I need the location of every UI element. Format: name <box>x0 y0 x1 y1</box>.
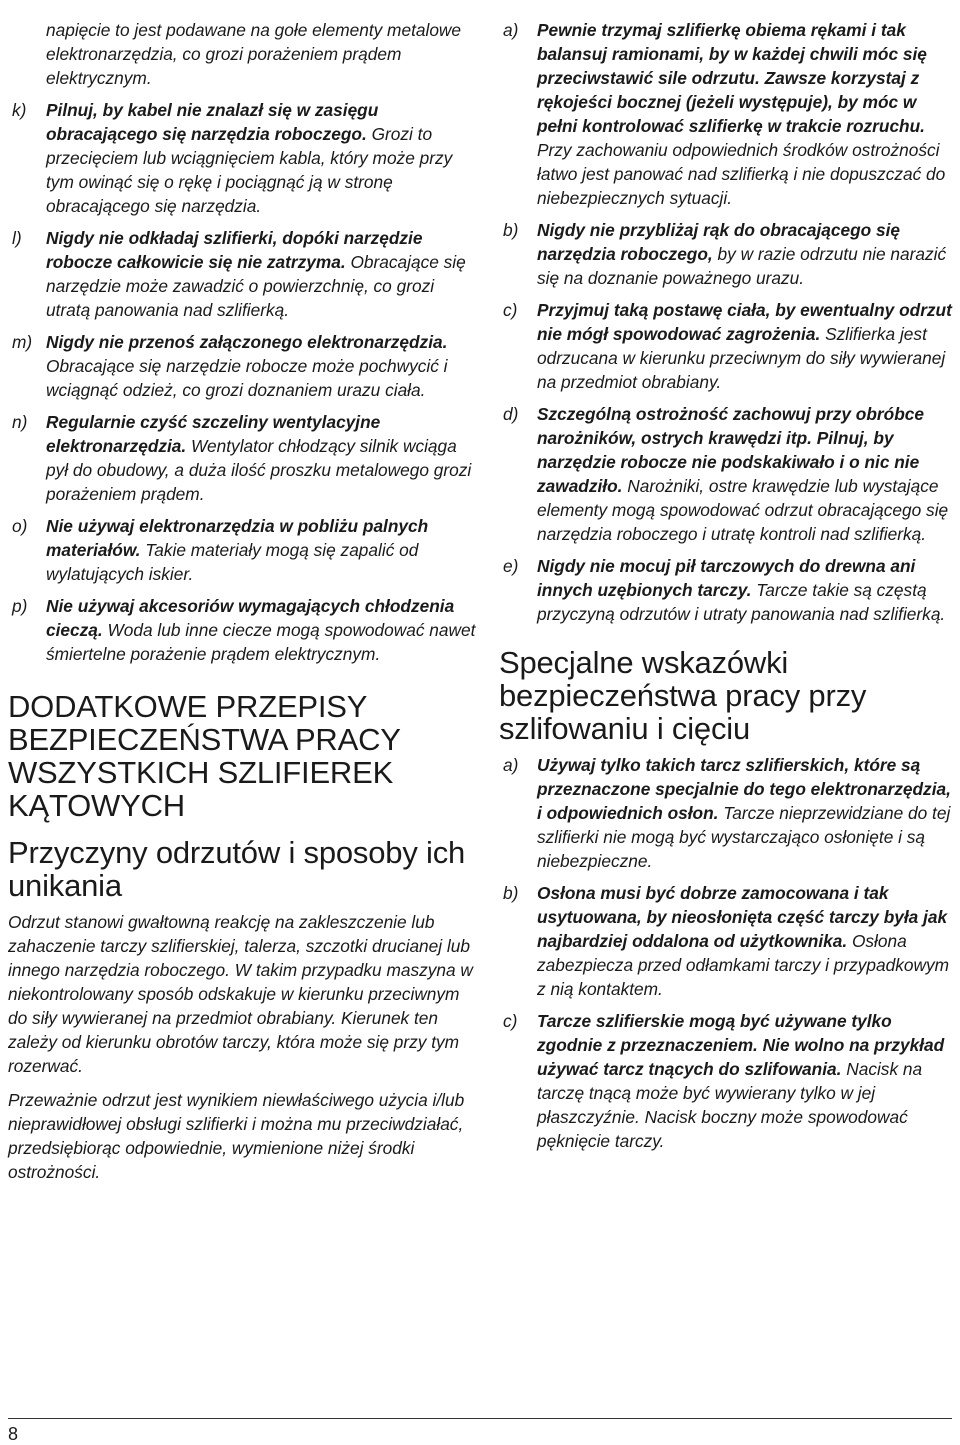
item-text: Tarcze nieprzewidziane do tej szlifierki nie mogą być wystarczająco osłonięte i są niebezpieczne. <box>537 803 951 871</box>
paragraph: Odrzut stanowi gwałtowną reakcję na zakleszczenie lub zahaczenie tarczy szlifierskiej, talerza, szczotki drucianej lub innego narzędzia roboczego. W takim przypadku maszyna w niekontrolowany sposób odskakuje w kierunku przeciwnym do siły wywieranej na przedmiot obrabiany. Kierunek ten zależy od kierunku obrotów tarczy, która może się przy tym rozerwać. <box>8 912 473 1076</box>
item-text: Przy zachowaniu odpowiednich środków ostrożności łatwo jest panować nad szlifierką i nie dopuszczać do niebezpiecznych sytuacji. <box>537 140 946 208</box>
safety-item-b <box>499 218 959 290</box>
safety-item-m <box>8 330 478 402</box>
left-column <box>8 18 478 1194</box>
item-text: Wentylator chłodzący silnik wciąga pył do obudowy, a duża ilość proszku metalowego grozi porażeniem prądem. <box>46 436 472 504</box>
subsection-heading: Przyczyny odrzutów i sposoby ich unikania <box>8 835 466 903</box>
item-bold: Nigdy nie mocuj pił tarczowych do drewna ani innych uzębionych tarczy. <box>537 556 916 600</box>
item-text: Narożniki, ostre krawędzie lub wystające elementy mogą spowodować odrzut obracającego się narzędzia roboczego i utratę kontroli nad szlifierką. <box>537 476 949 544</box>
item-bold: Pewnie trzymaj szlifierkę obiema rękami i tak balansuj ramionami, by w każdej chwili móc się przeciwstawić sile odrzutu. Zawsze korzystaj z rękojeści bocznej (jeżeli występuje), by móc w pełni kontrolować szlifierkę w trakcie rozruchu. <box>537 20 927 136</box>
item-bold: Nigdy nie odkładaj szlifierki, dopóki narzędzie robocze całkowicie się nie zatrzyma. <box>46 228 423 272</box>
safety-item-a <box>499 18 959 210</box>
page-number: 8 <box>8 1424 19 1444</box>
right-column <box>499 18 959 1161</box>
item-label: c) <box>503 300 518 320</box>
item-text: Woda lub inne ciecze mogą spowodować nawet śmiertelne porażenie prądem elektrycznym. <box>46 620 476 664</box>
continued-text: napięcie to jest podawane na gołe elementy metalowe elektronarzędzia, co grozi porażeniem prądem elektrycznym. <box>46 20 462 88</box>
item-label: e) <box>503 556 519 576</box>
item-text: Obracające się narzędzie robocze może pochwycić i wciągnąć odzież, co grozi doznaniem urazu ciała. <box>46 356 448 400</box>
item-label: a) <box>503 755 519 775</box>
item-text: by w razie odrzutu nie narazić się na doznanie poważnego urazu. <box>537 244 947 288</box>
item-label: n) <box>12 412 28 432</box>
item-label: m) <box>12 332 33 352</box>
item-bold: Tarcze szlifierskie mogą być używane tylko zgodnie z przeznaczeniem. Nie wolno na przykład używać tarcz tnących do szlifowania. <box>537 1011 945 1079</box>
item-bold: Nie używaj akcesoriów wymagających chłodzenia cieczą. <box>46 596 455 640</box>
safety-item-k <box>8 98 478 218</box>
item-label: b) <box>503 220 519 240</box>
item-label: o) <box>12 516 28 536</box>
section-heading: DODATKOWE PRZEPISY BEZPIECZEŃSTWA PRACY WSZYSTKICH SZLIFIEREK KĄTOWYCH <box>8 689 401 823</box>
item-label: d) <box>503 404 519 424</box>
safety-item-e <box>499 554 959 626</box>
item-text: Nacisk na tarczę tnącą może być wywierany tylko w jej płaszczyźnie. Nacisk boczny może spowodować pęknięcie tarczy. <box>537 1059 923 1151</box>
subsection-heading: Specjalne wskazówki bezpieczeństwa pracy przy szlifowaniu i cięciu <box>499 645 867 746</box>
item-text: Szlifierka jest odrzucana w kierunku przeciwnym do siły wywieranej na przedmiot obrabiany. <box>537 324 946 392</box>
item-bold: Przyjmuj taką postawę ciała, by ewentualny odrzut nie mógł spowodować zagrożenia. <box>537 300 952 344</box>
item-bold: Nigdy nie przenoś załączonego elektronarzędzia. <box>46 332 448 352</box>
item-text: Takie materiały mogą się zapalić od wylatujących iskier. <box>46 540 419 584</box>
safety-item-n <box>8 410 478 506</box>
item-bold: Szczególną ostrożność zachowuj przy obróbce narożników, ostrych krawędzi itp. Pilnuj, by narzędzie robocze nie podskakiwało i o nic nie zawadziło. <box>537 404 924 496</box>
item-text: Tarcze takie są częstą przyczyną odrzutów i utraty panowania nad szlifierką. <box>537 580 946 624</box>
item-bold: Osłona musi być dobrze zamocowana i tak usytuowana, by nieosłonięta część tarczy była jak najbardziej oddalona od użytkownika. <box>537 883 948 951</box>
item-label: k) <box>12 100 27 120</box>
item-text: Obracające się narzędzie może zawadzić o powierzchnię, co grozi utratą panowania nad szlifierką. <box>46 252 466 320</box>
item-text: Osłona zabezpiecza przed odłamkami tarczy i przypadkowym z nią kontaktem. <box>537 931 950 999</box>
item-bold: Nigdy nie przybliżaj rąk do obracającego się narzędzia roboczego, <box>537 220 901 264</box>
item-label: b) <box>503 883 519 903</box>
item-label: l) <box>12 228 22 248</box>
grinding-item-b <box>499 881 959 1001</box>
item-bold: Używaj tylko takich tarcz szlifierskich, które są przeznaczone specjalnie do tego elektronarzędzia, i odpowiednich osłon. <box>537 755 951 823</box>
item-text: Grozi to przecięciem lub wciągnięciem kabla, który może przy tym owinąć się o rękę i pociągnąć ją w stronę obracającego się narzędzia. <box>46 124 453 216</box>
item-bold: Nie używaj elektronarzędzia w pobliżu palnych materiałów. <box>46 516 429 560</box>
safety-item-l <box>8 226 478 322</box>
item-label: a) <box>503 20 519 40</box>
safety-item-d <box>499 402 959 546</box>
paragraph: Przeważnie odrzut jest wynikiem niewłaściwego użycia i/lub nieprawidłowej obsługi szlifierki i można mu przeciwdziałać, przedsiębiorąc odpowiednie, wymienione niżej środki ostrożności. <box>8 1090 465 1182</box>
safety-item-o <box>8 514 478 586</box>
grinding-item-a <box>499 753 959 873</box>
grinding-item-c <box>499 1009 959 1153</box>
safety-item-c <box>499 298 959 394</box>
item-bold: Regularnie czyść szczeliny wentylacyjne elektronarzędzia. <box>46 412 381 456</box>
item-bold: Pilnuj, by kabel nie znalazł się w zasięgu obracającego się narzędzia roboczego. <box>46 100 379 144</box>
item-label: p) <box>12 596 28 616</box>
safety-item-p <box>8 594 478 666</box>
item-label: c) <box>503 1011 518 1031</box>
footer-divider <box>8 1418 952 1419</box>
